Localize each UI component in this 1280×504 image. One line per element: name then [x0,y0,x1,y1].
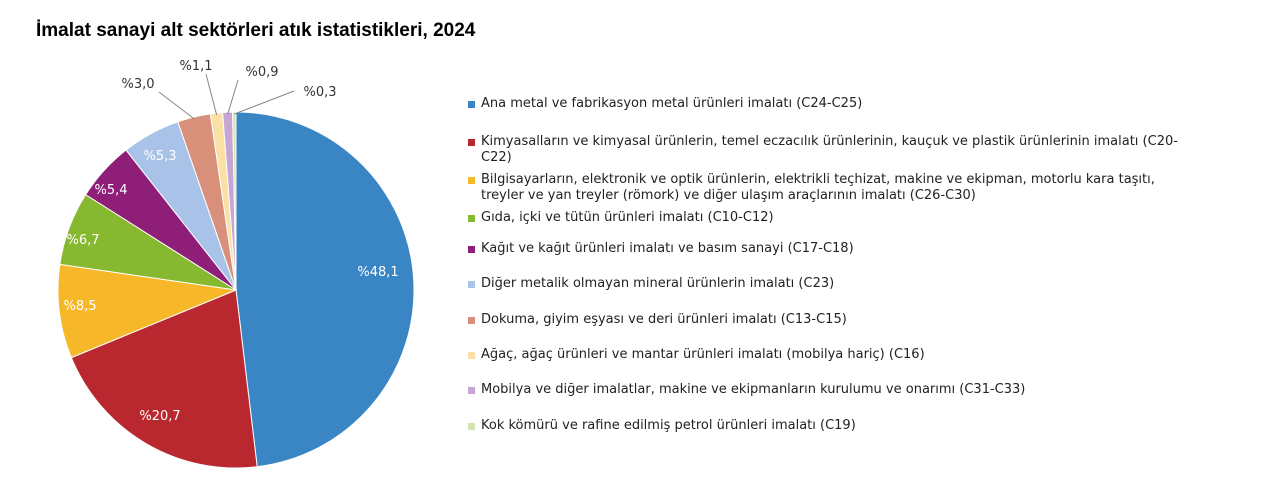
legend-label: Ana metal ve fabrikasyon metal ürünleri imalatı (C24-C25) [481,96,863,111]
legend-swatch [468,139,475,146]
data-label: %20,7 [139,409,181,424]
chart-title: İmalat sanayi alt sektörleri atık istatistikleri, 2024 [36,20,476,41]
legend-swatch [468,423,475,430]
data-label: %1,1 [179,59,213,74]
legend-item [468,382,1181,398]
legend-item [468,347,1181,363]
legend-item [468,134,1181,166]
legend-label: Mobilya ve diğer imalatlar, makine ve ekipmanların kurulumu ve onarımı (C31-C33) [481,382,1026,397]
legend-label: Ağaç, ağaç ürünleri ve mantar ürünleri imalatı (mobilya hariç) (C16) [481,347,925,362]
legend-label: Bilgisayarların, elektronik ve optik ürünlerin, elektrikli teçhizat, makine ve ekipman, motorlu kara taşıtı, treyler ve yan treyler (römork) ve diğer ulaşım araçlarının imalatı (C26-C30) [481,172,1155,203]
leader-line [159,92,194,119]
leader-line [234,91,294,114]
pie-slice [236,112,414,467]
legend-swatch [468,246,475,253]
data-label: %5,3 [143,149,177,164]
legend-swatch [468,215,475,222]
legend-item [468,96,1181,112]
legend-swatch [468,387,475,394]
legend-swatch [468,177,475,184]
data-label: %3,0 [121,77,155,92]
legend-label: Kağıt ve kağıt ürünleri imalatı ve basım sanayi (C17-C18) [481,241,854,256]
legend-swatch [468,352,475,359]
legend-item [468,241,1181,257]
data-label: %6,7 [66,233,100,248]
data-label: %0,9 [245,65,279,80]
legend-swatch [468,281,475,288]
legend-item [468,312,1181,328]
data-label: %8,5 [63,299,97,314]
legend-swatch [468,101,475,108]
leader-line [228,80,238,114]
legend-label: Kok kömürü ve rafine edilmiş petrol ürünleri imalatı (C19) [481,418,856,433]
legend-label: Diğer metalik olmayan mineral ürünlerin imalatı (C23) [481,276,835,291]
legend-label: Dokuma, giyim eşyası ve deri ürünleri imalatı (C13-C15) [481,312,847,327]
data-label: %0,3 [303,85,337,100]
legend-label: Kimyasalların ve kimyasal ürünlerin, temel eczacılık ürünlerinin, kauçuk ve plastik ürünlerinin imalatı (C20-C22) [481,134,1178,165]
legend-item [468,172,1181,204]
legend-swatch [468,317,475,324]
leader-line [206,74,217,115]
legend-item [468,276,1181,292]
data-label: %48,1 [357,265,399,280]
data-label: %5,4 [94,183,128,198]
legend-label: Gıda, içki ve tütün ürünleri imalatı (C10-C12) [481,210,774,225]
legend-item [468,210,1181,226]
legend-item [468,418,1181,434]
